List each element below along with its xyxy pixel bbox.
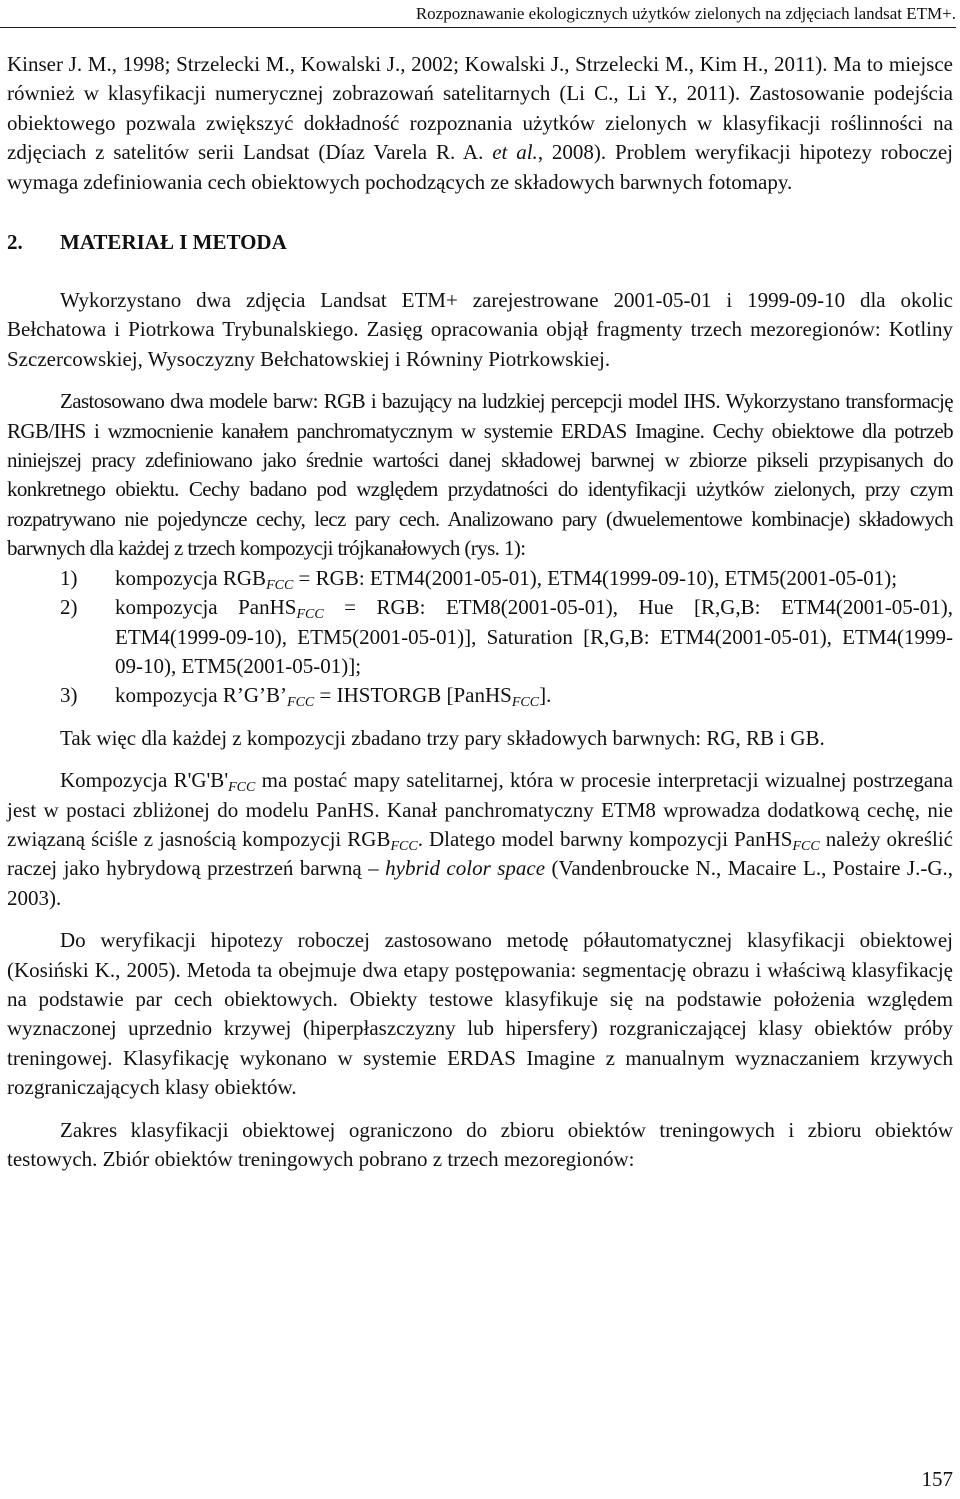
paragraph-data: Wykorzystano dwa zdjęcia Landsat ETM+ zarejestrowane 2001-05-01 i 1999-09-10 dla okolic Bełchatowa i Piotrkowa Trybunalskiego. Zasięg opracowania objął fragmenty trzech mezoregionów: Kotliny Szczercowskiej, Wysoczyzny Bełchatowskiej i Równiny Piotrkowskiej. bbox=[7, 288, 953, 371]
paragraph-intro bbox=[7, 50, 953, 197]
composition-list bbox=[7, 564, 953, 711]
list-marker: 1) bbox=[60, 565, 78, 590]
text-run: . Dlatego model barwny kompozycji PanHS bbox=[417, 826, 793, 851]
list-item-text: kompozycja PanHS bbox=[115, 595, 297, 620]
list-item bbox=[7, 593, 953, 681]
text-run: należy określić raczej jako hybrydową przestrzeń barwną – bbox=[7, 826, 953, 881]
paragraph-intro-text: Kinser J. M., 1998; Strzelecki M., Kowalski J., 2002; Kowalski J., Strzelecki M., Kim H., 2011). Ma to miejsce również w klasyfikacji numerycznej zobrazowań satelitarnych (Li C., Li Y., 2011). Zastosowanie podejścia obiektowego pozwala zwiększyć dokładność rozpoznania użytków zielonych w klasyfikacji roślinności na zdjęciach z satelitów serii Landsat (Díaz Varela R. A. bbox=[7, 52, 953, 165]
paragraph-intro-text-end: , 2008). Problem weryfikacji hipotezy roboczej wymaga zdefiniowania cech obiektowych pochodzących ze składowych barwnych fotomapy. bbox=[7, 140, 953, 194]
list-item-text-rest: = RGB: ETM8(2001-05-01), Hue [R,G,B: ETM4(2001-05-01), ETM4(1999-09-10), ETM5(2001-05-01)], Saturation [R,G,B: ETM4(2001-05-01), ETM4(1999-09-10), ETM5(2001-05-01)]; bbox=[115, 595, 953, 678]
paragraph-method: Do weryfikacji hipotezy roboczej zastosowano metodę półautomatycznej klasyfikacji obiektowej (Kosiński K., 2005). Metoda ta obejmuje dwa etapy postępowania: segmentację obrazu i właściwą klasyfikację na podstawie par cech obiektowych. Obiekty testowe klasyfikuje się na podstawie położenia względem wyznaczonej uprzednio krzywej (hiperpłaszczyzny lub hipersfery) rozgraniczającej klasy obiektów próby treningowej. Klasyfikację wykonano w systemie ERDAS Imagine z manualnym wyznaczaniem krzywych rozgraniczających klasy obiektów. bbox=[7, 928, 953, 1100]
section-number: 2. bbox=[7, 230, 23, 255]
list-item-text: kompozycja R’G’B’ bbox=[115, 683, 288, 708]
section-title: MATERIAŁ I METODA bbox=[60, 230, 287, 255]
text-run: (Vandenbroucke N., Macaire L., Postaire J.-G., 2003). bbox=[7, 856, 953, 910]
list-item bbox=[7, 681, 953, 710]
paragraph-pairs: Tak więc dla każdej z kompozycji zbadano trzy pary składowych barwnych: RG, RB i GB. bbox=[60, 725, 825, 750]
section-heading bbox=[7, 227, 953, 257]
subscript-fcc: FCC bbox=[266, 577, 294, 593]
subscript-fcc: FCC bbox=[228, 780, 256, 796]
et-al-italic: et al. bbox=[492, 140, 538, 165]
subscript-fcc: FCC bbox=[511, 695, 540, 711]
subscript-fcc: FCC bbox=[296, 607, 324, 623]
list-item-text: kompozycja RGB bbox=[115, 565, 267, 590]
list-item-text-rest: = IHSTORGB [PanHS bbox=[314, 683, 512, 708]
list-item-text-rest: = RGB: ETM4(2001-05-01), ETM4(1999-09-10), ETM5(2001-05-01); bbox=[293, 565, 898, 590]
list-item-text-end: ]. bbox=[539, 683, 552, 708]
text-run: ma postać mapy satelitarnej, która w procesie interpretacji wizualnej postrzegana jest w postaci zbliżonej do modelu PanHS. Kanał panchromatyczny ETM8 wprowadza dodatkową cechę, nie związaną ściśle z jasnością kompozycji RGB bbox=[7, 768, 954, 851]
list-marker: 2) bbox=[60, 595, 78, 620]
paragraph-hybrid bbox=[7, 766, 953, 913]
subscript-fcc: FCC bbox=[792, 838, 820, 854]
hybrid-color-space-italic: hybrid color space bbox=[385, 856, 546, 881]
list-item bbox=[7, 564, 953, 593]
paragraph-scope: Zakres klasyfikacji obiektowej ograniczono do zbioru obiektów treningowych i zbioru obiektów testowych. Zbiór obiektów treningowych pobrano z trzech mezoregionów: bbox=[7, 1117, 953, 1171]
paragraph-color-models: Zastosowano dwa modele barw: RGB i bazujący na ludzkiej percepcji model IHS. Wykorzystano transformację RGB/IHS i wzmocnienie kanałem panchromatycznym w systemie ERDAS Imagine. Cechy obiektowe dla potrzeb niniejszej pracy zdefiniowano jako średnie wartości danej składowej barwnej w zbiorze pikseli przypisanych do konkretnego obiektu. Cechy badano pod względem przydatności do identyfikacji użytków zielonych, przy czym rozpatrywano nie pojedyncze cechy, lecz pary cech. Analizowano pary (dwuelementowe kombinacje) składowych barwnych dla każdej z trzech kompozycji trójkanałowych (rys. 1): bbox=[7, 389, 953, 561]
page-number: 157 bbox=[921, 1467, 953, 1491]
list-marker: 3) bbox=[60, 683, 78, 708]
page-body bbox=[7, 50, 953, 1174]
text-run: Kompozycja R'G'B' bbox=[60, 768, 229, 793]
subscript-fcc: FCC bbox=[287, 695, 315, 711]
subscript-fcc: FCC bbox=[390, 838, 418, 854]
running-header: Rozpoznawanie ekologicznych użytków zielonych na zdjęciach landsat ETM+. bbox=[0, 4, 956, 28]
